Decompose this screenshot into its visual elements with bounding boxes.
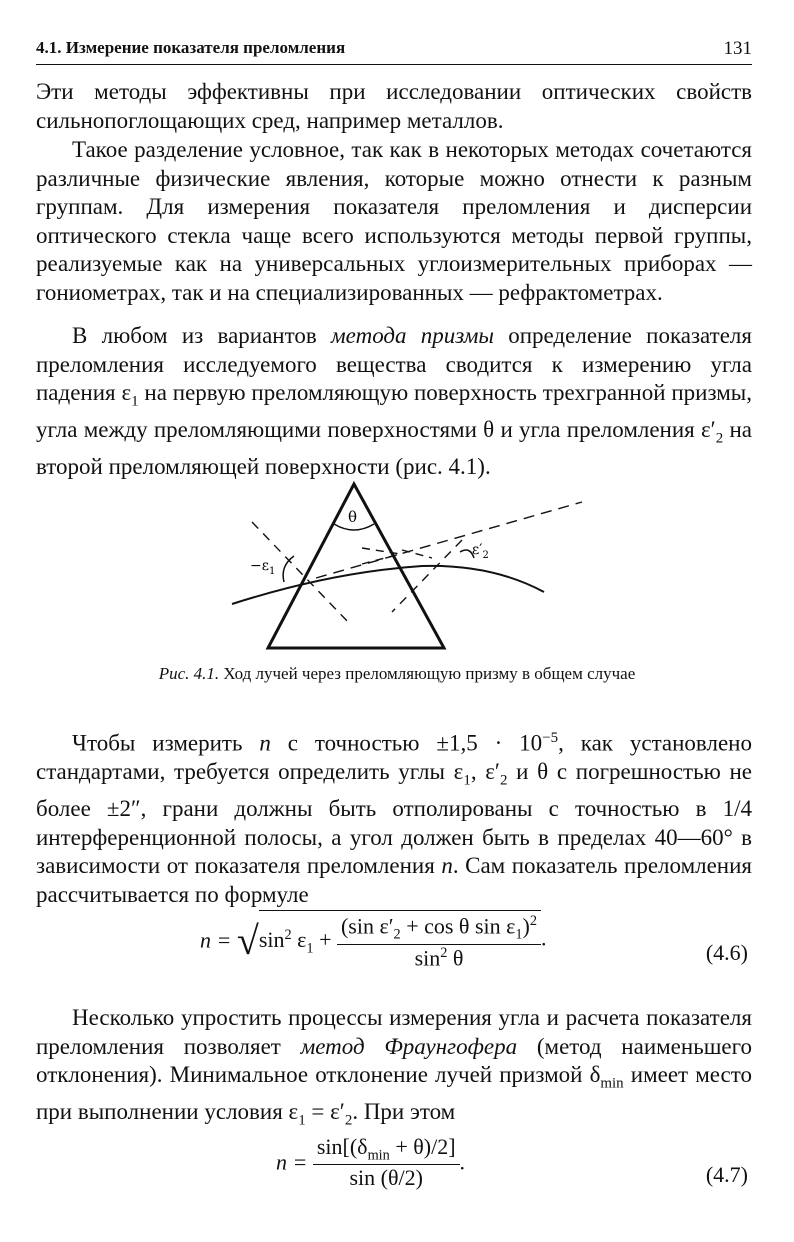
page-number: 131 <box>723 38 752 59</box>
eps2-label: $\varepsilon'_2$ <box>472 542 489 561</box>
caption-label: Рис. 4.1. <box>158 664 220 683</box>
method-prism-term: метода призмы <box>331 323 494 348</box>
eps1-arc <box>283 556 294 582</box>
caption-text: Ход лучей через преломляющую призму в общем случае <box>219 664 636 683</box>
paragraph-2: Такое разделение условное, так как в некоторых методах сочетаются различные физические явления, которые можно отнести к разным группам. Для измерения показателя преломления и дисперсии оптического стекла чаще всего используются методы первой группы, реализуемые как на универсальных углоизмерительных приборах — гониометрах, так и на специализированных — рефрактометрах. <box>36 137 752 305</box>
paragraph-4: Чтобы измерить n с точностью $\pm 1,5 \cdot 10^{-5}$, как установлено стандартами, требуется определить углы $\varepsilon_1$, $\varepsilon'_2$ и θ с погрешностью не более ±2″, грани должны быть отполированы с точностью в 1/4 интерференционной полосы, а угол должен быть в пределах 40—60° в зависимости от показателя преломления n. Сам показатель преломления рассчитывается по формуле <box>36 730 753 907</box>
paragraph-3: В любом из вариантов метода призмы определение показателя преломления исследуемого вещества сводится к измерению угла падения $\varepsilon_1$ на первую преломляющую поверхность трехгранной призмы, угла между преломляющими поверхностями θ и угла преломления $\varepsilon'_2$ на второй преломляющей поверхности (рис. 4.1). <box>36 323 752 480</box>
theta-label: θ <box>348 508 358 526</box>
ray-arrow-1 <box>362 548 400 554</box>
equation-number-4-7: (4.7) <box>705 1162 748 1187</box>
figure-caption <box>0 664 794 684</box>
refracted-ray-line <box>232 566 544 604</box>
paragraph-1: Эти методы эффективны при исследовании оптических свойств сильнопоглощающих сред, например металлов. <box>36 79 752 133</box>
fraunhofer-method-term: метод Фраунгофера <box>300 1033 518 1059</box>
ray-arrow-3 <box>402 550 432 558</box>
formula-4-7: n = $\frac{\sin[(\delta_{min} + \theta)/2]}{\sin (\theta/2)}$ . <box>276 1134 466 1191</box>
running-header <box>36 36 752 65</box>
section-title: 4.1. Измерение показателя преломления <box>36 38 346 57</box>
prism-ray-diagram <box>222 472 592 652</box>
eps1-label: $-\varepsilon_1$ <box>250 558 276 577</box>
equation-number-4-6: (4.6) <box>705 940 748 965</box>
paragraph-5: Несколько упростить процессы измерения угла и расчета показателя преломления позволяет метод Фраунгофера (метод наименьшего отклонения). Минимальное отклонение лучей призмой $\delta_{min}$ имеет место при выполнении условия $\varepsilon_1 = \varepsilon'_2$. При этом <box>36 1005 752 1129</box>
formula-4-6: $n = √\sin^2$ $\varepsilon_1$ + $\frac{(\sin \varepsilon'_2 + \cos \theta \sin \varepsilon_1)^2}{\sin^2 \theta}$ . <box>200 910 547 971</box>
